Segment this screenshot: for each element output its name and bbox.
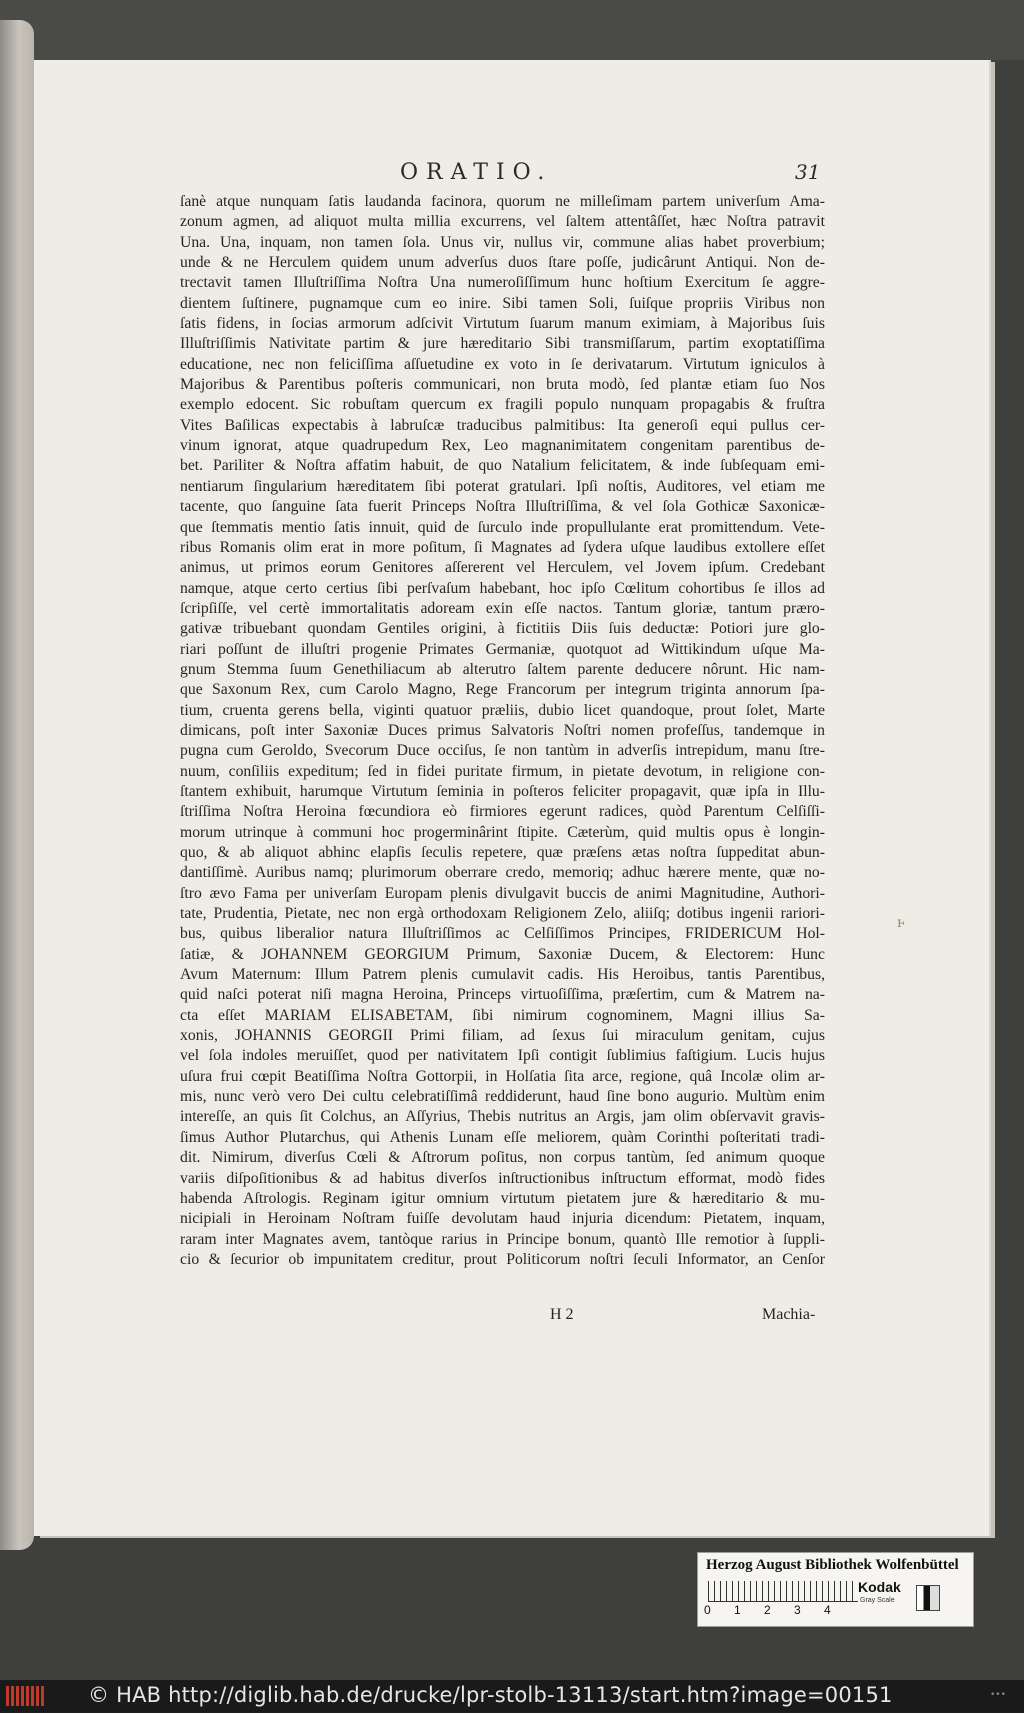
text-line: tacente, quo ſanguine ſata fuerit Princeps Noſtra Illuſtriſſima, & vel ſola Gothicæ Saxonicæ- xyxy=(180,498,825,516)
ruler-number: 1 xyxy=(734,1603,741,1617)
text-line: cta eſſet MARIAM ELISABETAM, ſibi nimirum cognominem, Magni illius Sa- xyxy=(180,1006,825,1024)
text-line: morum utrinque à communi hoc progerminârint ſtipite. Cæterùm, quid multis opus è longin- xyxy=(180,823,825,841)
text-line: ſatiæ, & JOHANNEM GEORGIUM Primum, Saxoniæ Ducem, & Electorem: Hunc xyxy=(180,945,825,963)
text-line: ſanè atque nunquam ſatis laudanda facinora, quorum ne milleſimam partem univerſum Ama- xyxy=(180,193,825,210)
text-line: dit. Nimirum, diverſus Cœli & Aſtrorum poſitus, non corpus tantùm, ſed animum quoque xyxy=(180,1149,825,1167)
text-line: que Saxonum Rex, cum Carolo Magno, Rege Francorum per integrum triginta annorum ſpa- xyxy=(180,681,825,699)
margin-mark: ⱶ xyxy=(897,915,905,931)
text-line: trectavit tamen Illuſtriſſima Noſtra Una numeroſiſſimum hunc hoſtium Exercitum ſe aggre- xyxy=(180,274,825,292)
catchword: Machia- xyxy=(762,1306,816,1323)
text-line: cio & ſecurior ob impunitatem creditur, prout Politicorum noſtri ſeculi Informator, an Cenſor xyxy=(180,1250,825,1268)
text-line: Avum Maternum: Illum Patrem plenis cumulavit cadis. His Heroibus, tantis Parentibus, xyxy=(180,966,825,984)
text-line: xonis, JOHANNIS GEORGII Primi filiam, ad ſexus ſui miraculum genitam, cujus xyxy=(180,1027,825,1045)
text-line: Una. Una, inquam, non tamen ſola. Unus vir, nullus vir, commune alias habet proverbium; xyxy=(180,233,825,251)
text-line: intereſſe, an quis ſit Colchus, an Aſſyrius, Thebis nutritus an Argis, jam olim obſervavit gravis- xyxy=(180,1108,825,1126)
text-line: mis, nunc verò vero Dei cultu celebratiſſimâ reddiderunt, haud ſine bono augurio. Multùm enim xyxy=(180,1088,825,1106)
gray-scale-patch xyxy=(916,1585,940,1611)
measurement-ruler xyxy=(708,1581,858,1602)
text-line: tium, cruenta gerens bella, viginti quatuor præliis, dubio licet quandoque, prout ſolet, Marte xyxy=(180,701,825,719)
text-line: quo, & ab aliquot abhinc elapſis ſeculis repetere, quæ præſens ætas noſtra ſuppeditat abun- xyxy=(180,844,825,861)
footer-dots: ••• xyxy=(990,1690,1006,1700)
text-line: variis diſpoſitionibus & ad habitus diverſos inſtructionibus inſtructum efformat, modò fides xyxy=(180,1169,825,1187)
footer-bar xyxy=(0,1680,1024,1713)
text-line: ſatis fidens, in ſocias armorum adſcivit Virtutum ſuarum manum eximiam, à Majoribus ſuis xyxy=(180,315,825,333)
book-spine xyxy=(0,20,34,1550)
text-line: ſcripſiſſe, vel certè immortalitatis adoream exin eſſe nactos. Tantum gloriæ, tantum prærо- xyxy=(180,599,825,617)
text-line: dientem ſuſtinere, pugnamque cum eo inire. Sibi tamen Soli, ſuiſque propriis Viribus non xyxy=(180,294,825,312)
text-line: gnum Stemma ſuum Genethiliacum ab alterutro ſaltem parente deducere nôrunt. Hic nam- xyxy=(180,660,825,678)
text-line: vinum ignorat, atque quadrupedum Rex, Leo magnanimitatem congenitam parentibus de- xyxy=(180,437,825,455)
page-edge xyxy=(989,70,995,1530)
hab-logo-icon xyxy=(6,1686,46,1706)
gray-scale-label: Gray Scale xyxy=(860,1597,895,1604)
text-line: ribus Romanis olim erat in more poſitum, ſi Magnates ad ſydera uſque laudibus extollere eſſet xyxy=(180,538,825,556)
text-line: Majoribus & Parentibus poſteris communicari, non bruta modò, ſed plantæ etiam ſuo Nos xyxy=(180,376,825,394)
text-line: tate, Prudentia, Pietate, nec non ergà orthodoxam Religionem Zelo, aliiſq; dotibus ingenii rariori- xyxy=(180,905,825,923)
text-line: gativæ tribuebant quondam Gentiles origini, à fictitiis Diis ſuis deductæ: Potiori jure glo- xyxy=(180,620,825,638)
body-text xyxy=(180,192,825,1270)
ruler-number: 4 xyxy=(824,1603,831,1617)
text-line: unde & ne Herculem quidem unum adverſus duos ſtare poſſe, judicârunt Antiqui. Non de- xyxy=(180,254,825,272)
text-line: nicipiali in Heroinam Noſtram fuiſſe devolutam haud injuria dicendum: Pietatem, inquam, xyxy=(180,1210,825,1228)
text-line: dantiſſimè. Auribus namq; plurimorum oberrare credo, memoriq; adhuc hærere mente, quæ no- xyxy=(180,864,825,882)
text-line: exemplo edocent. Sic robuſtam quercum ex fragili populo nunquam propagabis & fruſtra xyxy=(180,396,825,414)
text-line: bus, quibus liberalior natura Illuſtriſſimos ac Celſiſſimos Principes, FRIDERICUM Hol- xyxy=(180,925,825,943)
footer-url[interactable]: © HAB http://diglib.hab.de/drucke/lpr-stolb-13113/start.htm?image=00151 xyxy=(88,1683,893,1707)
text-line: nentiarum ſingularium hæreditatem ſibi poterat gratulari. Ipſi noſtis, Auditores, vel etiam me xyxy=(180,477,825,495)
text-line: uſura frui cœpit Beatiſſima Noſtra Gottorpii, in Holſatia ſita arce, regione, quâ Incolæ olim ar- xyxy=(180,1067,825,1085)
signature-mark: H 2 xyxy=(550,1306,574,1323)
ruler-number: 0 xyxy=(704,1603,711,1617)
text-line: dimicans, poſt inter Saxoniæ Duces primus Salvatoris Noſtri nomen profeſſus, tandemque in xyxy=(180,721,825,739)
text-line: educatione, nec non feliciſſima aſſuetudine ex voto in ſe derivatarum. Virtutum igniculos à xyxy=(180,355,825,373)
ruler-number: 2 xyxy=(764,1603,771,1617)
text-line: raram inter Magnates avem, tantòque rarius in Principe bonum, quantò Ille remotior à ſuppli- xyxy=(180,1230,825,1248)
text-line: pugna cum Geroldo, Svecorum Duce occiſus, ſe non tantùm in adverſis intrepidum, manu ſtre- xyxy=(180,742,825,760)
text-line: Vites Baſilicas expectabis à labruſcæ traducibus palmitibus: Ita generoſi equi pullus cer- xyxy=(180,416,825,434)
page-number: 31 xyxy=(795,160,821,184)
text-line: animus, ut primos eorum Genitores aſſererent vel Herculem, vel Jovem ipſum. Credebant xyxy=(180,559,825,577)
scanner-background xyxy=(0,0,1024,60)
text-line: nuum, conſiliis expeditum; ſed in fidei puritate firmum, in pietate devotum, in religione con- xyxy=(180,762,825,780)
text-line: ſtantem exhibuit, harumque Virtutum ſeminia in poſteros feliciter propagavit, quæ ipſa in Illu- xyxy=(180,782,825,800)
text-line: que ſtemmatis mentio ſatis innuit, quid de ſurculo inde propullulante erat promittendum. Vete- xyxy=(180,518,825,536)
library-name: Herzog August Bibliothek Wolfenbüttel xyxy=(706,1557,959,1573)
text-line: ſtro ævo Fama per univerſam Europam plenis divulgavit buccis de animi Magnitudine, Authori- xyxy=(180,884,825,902)
text-line: namque, atque certo certius ſibi perſvaſum habebant, hoc ipſo Cœlitum cohortibus ſe illos ad xyxy=(180,579,825,597)
ruler-number: 3 xyxy=(794,1603,801,1617)
text-line: riari poſſunt de illuſtri progenie Primates Germaniæ, quotquot ad Wittikindum uſque Ma- xyxy=(180,640,825,658)
ruler-numbers xyxy=(704,1603,864,1617)
text-line: ſimus Author Plutarchus, qui Athenis Lunam eſſe meliorem, quàm Corinthi poſteritati tradi- xyxy=(180,1128,825,1146)
kodak-brand: Kodak xyxy=(858,1579,901,1595)
text-line: Illuſtriſſimis Nativitate partim & jure hæreditario Sibi transmiſſarum, partim exoptatiſſima xyxy=(180,335,825,353)
text-line: bet. Pariliter & Noſtra affatim habuit, de quo Natalium felicitatem, & inde ſubſequam emi- xyxy=(180,457,825,475)
text-line: zonum agmen, ad aliquot multa millia excurrens, vel ſaltem attentâſſet, hæc Noſtra patravit xyxy=(180,213,825,231)
text-line: vel ſola indoles meruiſſet, quod per nativitatem Ipſi contigit ſublimius faſtigium. Lucis hujus xyxy=(180,1047,825,1065)
running-head: ORATIO. xyxy=(400,160,553,185)
text-line: ſtriſſima Noſtra Heroina fœcundiora eò firmiores egerunt radices, quòd Parentum Celſiſſi- xyxy=(180,803,825,821)
color-target-card xyxy=(697,1552,974,1627)
text-line: quid naſci poterat niſi magna Heroina, Princeps virtuoſiſſima, præſertim, cum & Matrem na- xyxy=(180,986,825,1004)
text-line: habenda Aſtrologis. Reginam igitur omnium virtutum pietatem jure & hæreditario & mu- xyxy=(180,1189,825,1207)
